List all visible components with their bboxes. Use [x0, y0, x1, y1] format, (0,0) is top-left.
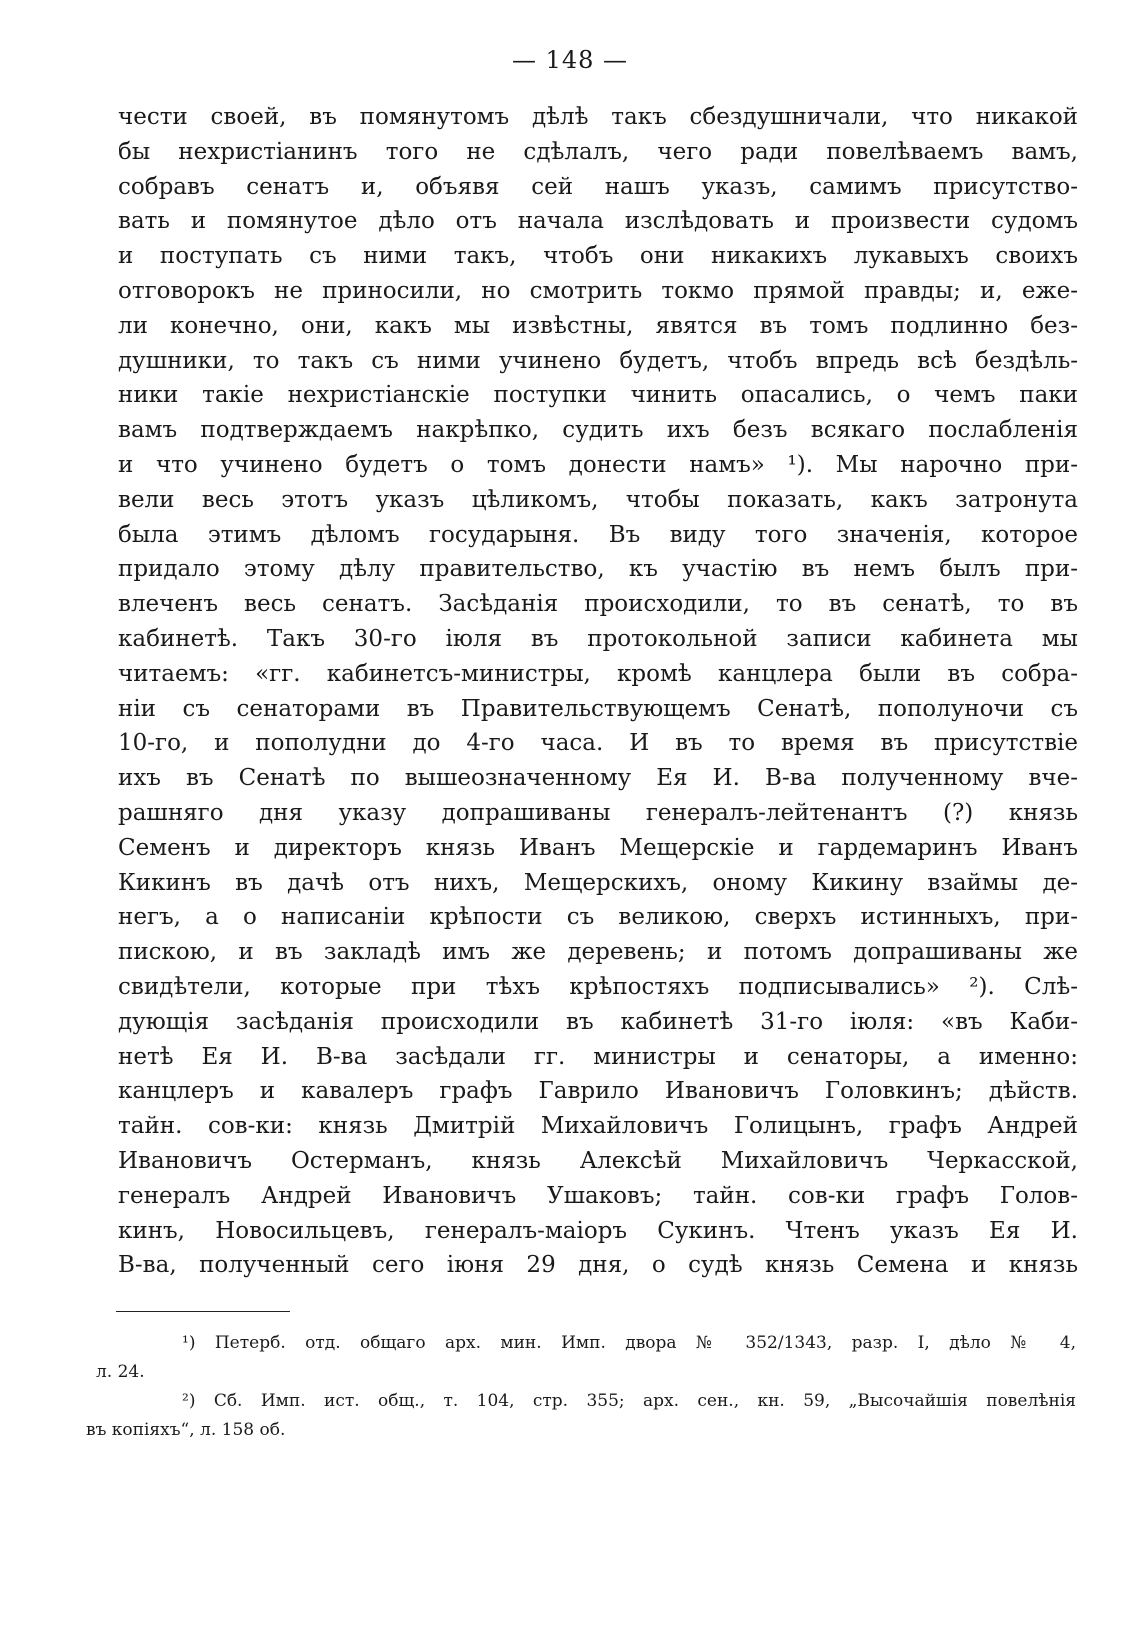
- text-line: Кикинъ въ дачѣ отъ нихъ, Мещерскихъ, оному Кикину взаймы де-: [118, 869, 1078, 896]
- text-line: пискою, и въ закладѣ имъ же деревень; и потомъ допрашиваны же: [118, 939, 1078, 966]
- main-text: [118, 100, 1078, 1283]
- text-line: 10-го, и пополудни до 4-го часа. И въ то время въ присутствіе: [118, 730, 1078, 757]
- text-line: ли конечно, они, какъ мы извѣстны, явятся въ томъ подлинно без-: [118, 312, 1078, 339]
- footnote-1-continuation: л. 24.: [96, 1362, 145, 1382]
- text-line: свидѣтели, которые при тѣхъ крѣпостяхъ подписывались» ²). Слѣ-: [118, 973, 1078, 1000]
- footnote-1: ¹) Петерб. отд. общаго арх. мин. Имп. двора № 352/1343, разр. I, дѣло № 4,: [182, 1333, 1076, 1353]
- text-line: канцлеръ и кавалеръ графъ Гаврило Ивановичъ Головкинъ; дѣйств.: [118, 1078, 1078, 1105]
- footnote-2: ²) Сб. Имп. ист. общ., т. 104, стр. 355; арх. сен., кн. 59, „Высочайшія повелѣнія: [182, 1391, 1076, 1411]
- text-line: душники, то такъ съ ними учинено будетъ, чтобъ впредь всѣ бездѣль-: [118, 347, 1078, 374]
- text-line: В-ва, полученный сего іюня 29 дня, о судѣ князь Семена и князь: [118, 1252, 1078, 1279]
- text-line: ихъ въ Сенатѣ по вышеозначенному Ея И. В-ва полученному вче-: [118, 765, 1078, 792]
- footnote-2-continuation: въ копіяхъ“, л. 158 об.: [86, 1420, 286, 1440]
- text-line: рашняго дня указу допрашиваны генералъ-лейтенантъ (?) князь: [118, 799, 1078, 826]
- text-line: Ивановичъ Остерманъ, князь Алексѣй Михайловичъ Черкасской,: [118, 1147, 1078, 1174]
- text-line: собравъ сенатъ и, объявя сей нашъ указъ, самимъ присутство-: [118, 173, 1078, 200]
- text-line: вамъ подтверждаемъ накрѣпко, судить ихъ безъ всякаго послабленія: [118, 417, 1078, 444]
- text-line: влеченъ весь сенатъ. Засѣданія происходили, то въ сенатѣ, то въ: [118, 591, 1078, 618]
- text-line: бы нехристіанинъ того не сдѣлалъ, чего ради повелѣваемъ вамъ,: [118, 138, 1078, 165]
- text-line: вели весь этотъ указъ цѣликомъ, чтобы показать, какъ затронута: [118, 486, 1078, 513]
- page-number: — 148 —: [511, 46, 629, 74]
- text-line: Семенъ и директоръ князь Иванъ Мещерскіе и гардемаринъ Иванъ: [118, 834, 1078, 861]
- text-line: кабинетѣ. Такъ 30-го іюля въ протокольной записи кабинета мы: [118, 625, 1078, 652]
- text-line: дующія засѣданія происходили въ кабинетѣ 31-го іюля: «въ Каби-: [118, 1008, 1078, 1035]
- text-line: тайн. сов-ки: князь Дмитрій Михайловичъ Голицынъ, графъ Андрей: [118, 1113, 1078, 1140]
- text-line: придало этому дѣлу правительство, къ участію въ немъ былъ при-: [118, 556, 1078, 583]
- text-line: чести своей, въ помянутомъ дѣлѣ такъ сбездушничали, что никакой: [118, 104, 1078, 130]
- text-line: нетѣ Ея И. В-ва засѣдали гг. министры и сенаторы, а именно:: [118, 1043, 1078, 1070]
- text-line: отговорокъ не приносили, но смотрить токмо прямой правды; и, еже-: [118, 277, 1078, 304]
- text-line: ніи съ сенаторами въ Правительствующемъ Сенатѣ, пополуночи съ: [118, 695, 1078, 722]
- text-line: читаемъ: «гг. кабинетсъ-министры, кромѣ канцлера были въ собра-: [118, 660, 1078, 687]
- text-line: вать и помянутое дѣло отъ начала изслѣдовать и произвести судомъ: [118, 208, 1078, 235]
- footnote-separator: [116, 1311, 290, 1312]
- footnotes: [86, 1329, 1076, 1445]
- text-line: кинъ, Новосильцевъ, генералъ-маіоръ Сукинъ. Чтенъ указъ Ея И.: [118, 1217, 1078, 1244]
- text-line: генералъ Андрей Ивановичъ Ушаковъ; тайн. сов-ки графъ Голов-: [118, 1182, 1078, 1209]
- text-line: ники такіе нехристіанскіе поступки чинить опасались, о чемъ паки: [118, 382, 1078, 409]
- text-line: и поступать съ ними такъ, чтобъ они никакихъ лукавыхъ своихъ: [118, 243, 1078, 270]
- text-line: и что учинено будетъ о томъ донести намъ» ¹). Мы нарочно при-: [118, 451, 1078, 478]
- text-line: негъ, а о написаніи крѣпости съ великою, сверхъ истинныхъ, при-: [118, 904, 1078, 931]
- text-line: была этимъ дѣломъ государыня. Въ виду того значенія, которое: [118, 521, 1078, 548]
